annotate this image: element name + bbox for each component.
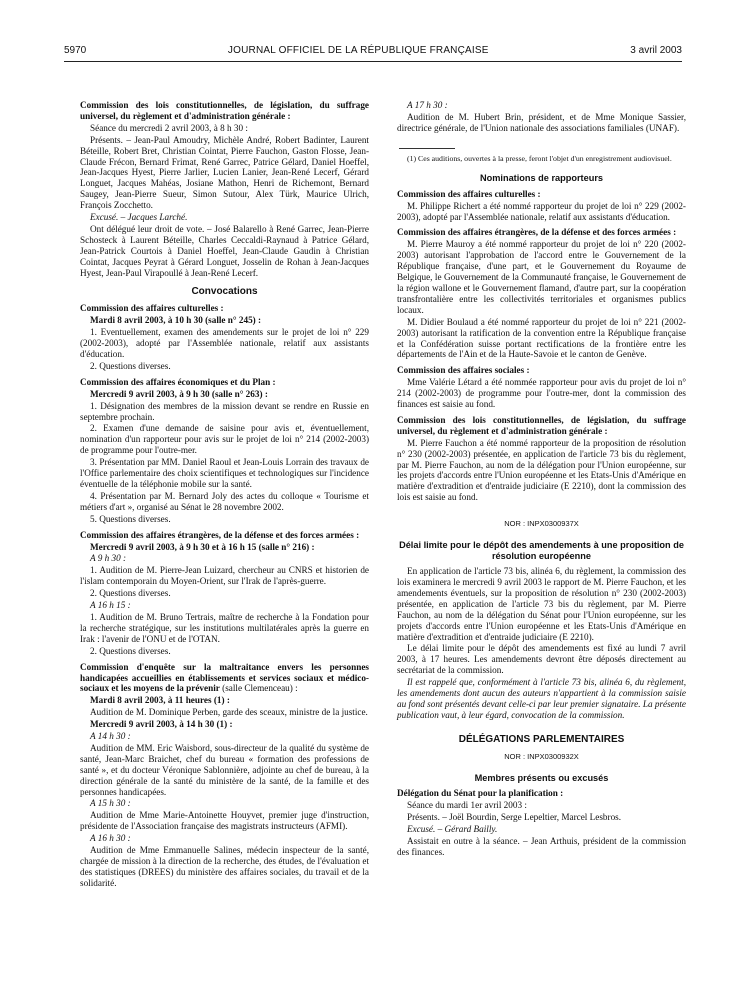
delai-title: Délai limite pour le dépôt des amendements à une proposition de résolution européenne xyxy=(399,540,684,561)
enq-item: Audition de M. Dominique Perben, garde des sceaux, ministre de la justice. xyxy=(90,707,368,718)
etr-item: 2. Questions diverses. xyxy=(90,588,171,599)
lois-excuse: Excusé. – Jacques Larché. xyxy=(90,212,188,223)
cult-heading: Commission des affaires culturelles : xyxy=(80,303,224,314)
cult-item: 2. Questions diverses. xyxy=(90,360,171,371)
delai-paragraph: En application de l'article 73 bis, alinéa 6, du règlement, la commission des lois examinera le mercredi 9 avril 2003 le rapport de M. Pierre Fauchon, et les amendements éventuels, sur la proposition de résolution n° 230 (2002-2003) présentée, en application de l'article 73 bis du règlement, par M. Pierre Fauchon, au nom de la délégation du Sénat pour l'Union européenne, sur les projets d'accords entre l'Union européenne et les Etats-Unis d'Amérique en matière d'extradition et d'entraide judiciaire (E 2210). xyxy=(397,566,686,642)
delai-paragraph: Il est rappelé que, conformément à l'article 73 bis, alinéa 6, du règlement, les amendements dont aucun des auteurs n'appartient à la commission saisie au fond sont présentés devant celle-ci par leur premier signataire. La présente publication vaut, à leur égard, convocation de la commission. xyxy=(397,677,686,720)
etr-time: A 9 h 30 : xyxy=(90,553,127,564)
enq-date: Mercredi 9 avril 2003, à 14 h 30 (1) : xyxy=(90,719,233,730)
n-soc-text: Mme Valérie Létard a été nommée rapporteur pour avis du projet de loi n° 214 (2002-2003) de programme pour l'outre-mer, dont la commission des finances est saisie au fond. xyxy=(397,377,686,410)
eco-item: 5. Questions diverses. xyxy=(90,513,171,524)
header-rule xyxy=(64,61,682,62)
enq-time: A 16 h 30 : xyxy=(90,833,131,844)
lois-presents: Présents. – Jean-Paul Amoudry, Michèle André, Robert Badinter, Laurent Béteille, Robert Bret, Christian Cointat, Pierre Fauchon, Gaston Flosse, Jean-Claude Frécon, Bernard Frimat, René Garrec, Patrice Gélard, Daniel Hoeffel, Jean-Jacques Hyest, Pierre Jarlier, Lucien Lanier, Jean-René Lecerf, Gérard Longuet, Jacques Mahéas, Josiane Mathon, Henri de Richemont, Bernard Saugey, Jean-Pierre Sueur, Simon Sutour, Alex Türk, Maurice Ulrich, François Zocchetto. xyxy=(80,134,369,211)
right-column xyxy=(397,100,686,859)
etr-item: 2. Questions diverses. xyxy=(90,645,171,656)
publication-date: 3 avril 2003 xyxy=(630,44,682,56)
etr-heading: Commission des affaires étrangères, de la défense et des forces armées : xyxy=(80,529,360,540)
plan-presents: Présents. – Joël Bourdin, Serge Lepeltier, Marcel Lesbros. xyxy=(407,811,622,822)
n-etr-text: M. Didier Boulaud a été nommé rapporteur du projet de loi n° 221 (2002-2003) autorisant la ratification de la convention entre la République française et la Confédération suisse portant rectifications de la frontière entre les départements de l'Ain et de la Haute-Savoie et le canton de Genève. xyxy=(397,316,686,360)
eco-item: 1. Désignation des membres de la mission devant se rendre en Russie en septembre prochain. xyxy=(80,400,369,422)
lois-seance: Séance du mercredi 2 avril 2003, à 8 h 30 : xyxy=(90,122,248,133)
page-header xyxy=(64,40,682,60)
n-etr-heading: Commission des affaires étrangères, de la défense et des forces armées : xyxy=(397,227,677,238)
etr-item: 1. Audition de M. Pierre-Jean Luizard, chercheur au CNRS et historien de l'islam contemporain du Moyen-Orient, sur l'Irak de l'après-guerre. xyxy=(80,565,369,587)
enq-item: Audition de Mme Emmanuelle Salines, médecin inspecteur de la santé, chargée de mission à la direction de la recherche, des études, de l'évaluation et des statistiques (DREES) du ministère des affaires sociales, du travail et de la solidarité. xyxy=(80,845,369,888)
plan-assistait: Assistait en outre à la séance. – Jean Arthuis, président de la commission des finances. xyxy=(397,835,686,857)
n-cult-text: M. Philippe Richert a été nommé rapporteur du projet de loi n° 229 (2002-2003), adopté par l'Assemblée nationale, relatif aux assistants d'éducation. xyxy=(397,200,686,222)
n-etr-text: M. Pierre Mauroy a été nommé rapporteur du projet de loi n° 220 (2002-2003) autorisant l'approbation de l'accord entre le Gouvernement de la République française, d'une part, et le Gouvernement du Royaume de Belgique, le Gouvernement de la Communauté française, le Gouvernement de la région wallone et le Gouvernement flamand, d'autre part, sur la coopération transfrontalière entre les collectivités territoriales et organismes publics locaux. xyxy=(397,239,686,315)
nor-reference: NOR : INPX0300932X xyxy=(504,751,579,761)
enq-item: Audition de Mme Marie-Antoinette Houyvet, premier juge d'instruction, présidente de l'Association française des magistrats instructeurs (AFMI). xyxy=(80,810,369,832)
eco-item: 4. Présentation par M. Bernard Joly des actes du colloque « Tourisme et métiers d'art », organisé au Sénat le 28 novembre 2002. xyxy=(80,490,369,512)
footnote-rule xyxy=(399,148,455,149)
lois-heading: Commission des lois constitutionnelles, de législation, du suffrage universel, du règlement et d'administration générale : xyxy=(80,100,369,121)
lois-delegue: Ont délégué leur droit de vote. – José Balarello à René Garrec, Jean-Pierre Schosteck à Laurent Béteille, Charles Ceccaldi-Raynaud à Patrice Gélard, Jean-Patrick Courtois à Daniel Hoeffel, Jean-Claude Gaudin à Christian Cointat, Jacques Peyrat à Gérard Longuet, Josselin de Rohan à Jean-Jacques Hyest, Jean-Paul Virapoullé à Jean-René Lecerf. xyxy=(80,223,369,278)
nominations-title: Nominations de rapporteurs xyxy=(479,173,604,184)
enq-heading-tail: (salle Clemenceau) : xyxy=(219,683,298,694)
eco-heading: Commission des affaires économiques et du Plan : xyxy=(80,376,276,387)
n-soc-heading: Commission des affaires sociales : xyxy=(397,365,530,376)
membres-title: Membres présents ou excusés xyxy=(474,772,609,783)
journal-title: JOURNAL OFFICIEL DE LA RÉPUBLIQUE FRANÇAISE xyxy=(227,44,489,56)
etr-item: 1. Audition de M. Bruno Tertrais, maître de recherche à la Fondation pour la recherche stratégique, sur les institutions multilatérales après la guerre en Irak : l'avenir de l'ONU et de l'OTAN. xyxy=(80,611,369,644)
enq-date: Mardi 8 avril 2003, à 11 heures (1) : xyxy=(90,695,230,706)
enq-heading xyxy=(80,662,369,695)
n-cult-heading: Commission des affaires culturelles : xyxy=(397,188,541,199)
plan-seance: Séance du mardi 1er avril 2003 : xyxy=(407,800,527,810)
enq-time: A 14 h 30 : xyxy=(90,731,131,742)
eco-date: Mercredi 9 avril 2003, à 9 h 30 (salle n° 263) : xyxy=(90,388,268,399)
footnote xyxy=(397,148,686,164)
enq-time: A 15 h 30 : xyxy=(90,798,131,809)
cult-item: 1. Eventuellement, examen des amendements sur le projet de loi n° 229 (2002-2003), adopté par l'Assemblée nationale, relatif aux assistants d'éducation. xyxy=(80,327,369,360)
delegations-title: DÉLÉGATIONS PARLEMENTAIRES xyxy=(458,733,625,745)
n-lois-text: M. Pierre Fauchon a été nommé rapporteur de la proposition de résolution n° 230 (2002-2003) présentée, en application de l'article 73 bis du règlement, par M. Pierre Fauchon, au nom de la délégation pour l'Union européenne, sur les projets d'accords entre l'Union européenne et les Etats-Unis d'Amérique en matière d'extradition et d'entraide judiciaire (E 2210), dont la commission des lois est saisie au fond. xyxy=(397,437,686,503)
enq-time: A 17 h 30 : xyxy=(407,100,448,110)
eco-item: 3. Présentation par MM. Daniel Raoul et Jean-Louis Lorrain des travaux de l'Office parlementaire des choix scientifiques et technologiques sur l'incidence éventuelle de la téléphonie mobile sur la santé. xyxy=(80,457,369,489)
etr-date: Mercredi 9 avril 2003, à 9 h 30 et à 16 h 15 (salle n° 216) : xyxy=(90,541,315,552)
enq-item: Audition de M. Hubert Brin, président, et de Mme Monique Sassier, directrice générale, de l'Union nationale des associations familiales (UNAF). xyxy=(397,111,686,133)
plan-heading: Délégation du Sénat pour la planification : xyxy=(397,788,564,799)
plan-excuse: Excusé. – Gérard Bailly. xyxy=(407,823,498,834)
delai-paragraph: Le délai limite pour le dépôt des amendements est fixé au lundi 7 avril 2003, à 17 heures. Les amendements devront être déposés directement au secrétariat de la commission. xyxy=(397,643,686,676)
page-number: 5970 xyxy=(64,44,87,56)
etr-time: A 16 h 15 : xyxy=(90,600,131,611)
cult-date: Mardi 8 avril 2003, à 10 h 30 (salle n° 245) : xyxy=(90,315,262,326)
eco-item: 2. Examen d'une demande de saisine pour avis et, éventuellement, nomination d'un rapporteur pour avis sur le projet de loi n° 214 (2002-2003) de programme pour l'outre-mer. xyxy=(80,423,369,456)
left-column xyxy=(80,100,369,890)
n-lois-heading: Commission des lois constitutionnelles, de législation, du suffrage universel, du règlement et d'administration générale : xyxy=(397,414,686,436)
footnote-text: (1) Ces auditions, ouvertes à la presse, feront l'objet d'un enregistrement audiovisuel. xyxy=(407,153,672,163)
enq-heading-bold: Commission d'enquête sur la maltraitance envers les personnes handicapées accueillies en établissements et services sociaux et médico-sociaux et les moyens de la prévenir xyxy=(80,661,369,694)
enq-item: Audition de MM. Eric Waisbord, sous-directeur de la qualité du système de santé, Jean-Marc Braichet, chef du bureau « formation des professions de santé », et du docteur Véronique Sablonnière, adjointe au chef de bureau, à la direction générale de la santé du ministère de la santé, de la famille et des personnes handicapées. xyxy=(80,742,369,797)
nor-reference: NOR : INPX0300937X xyxy=(504,519,579,529)
convocations-title: Convocations xyxy=(191,285,258,297)
